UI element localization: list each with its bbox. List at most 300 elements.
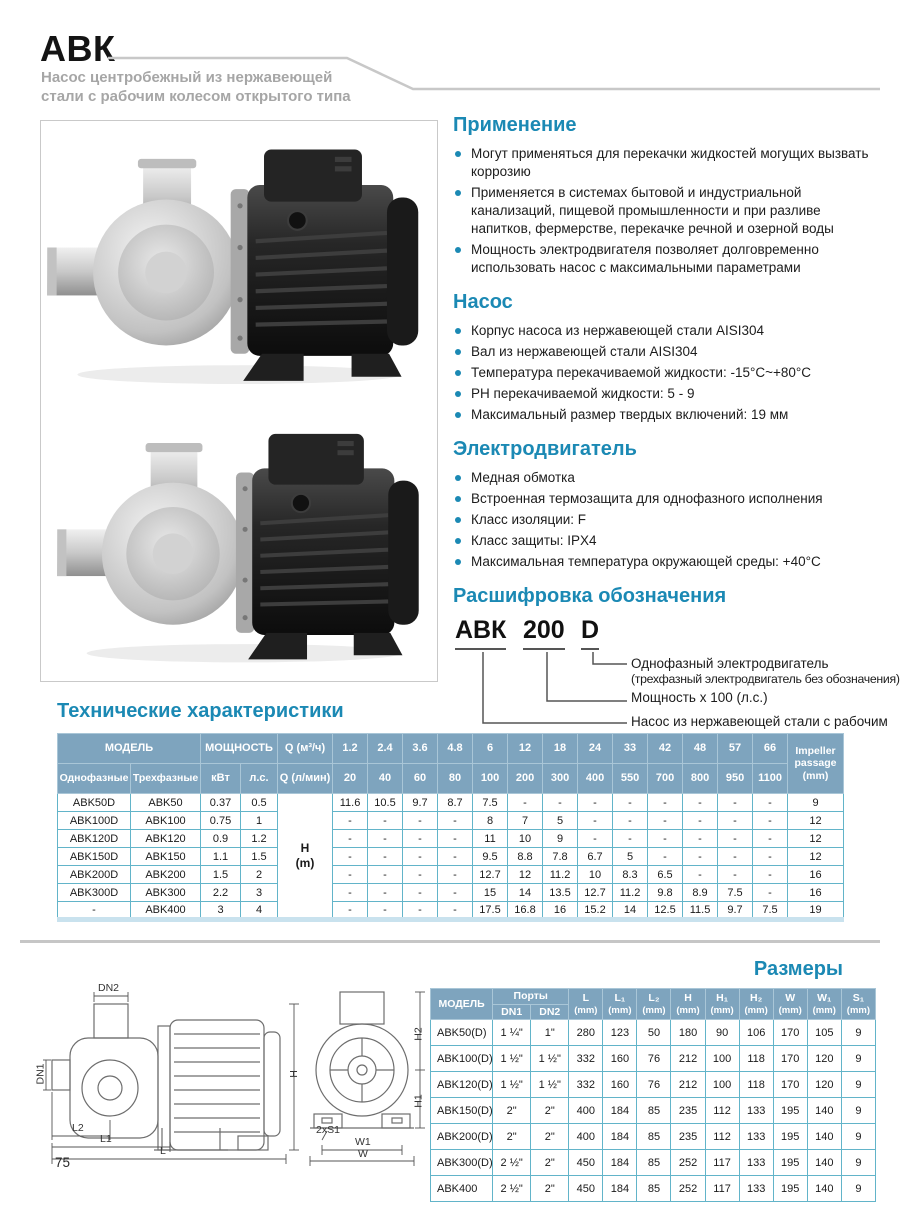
motor-bullet-list (453, 469, 883, 571)
dims-cell: 9 (841, 1176, 875, 1202)
dims-table (430, 988, 876, 1202)
bullet-item (453, 511, 883, 529)
dims-header-dn1: DN1 (493, 1004, 531, 1020)
bullet-item (453, 385, 883, 403)
dim-label-w: W (358, 1148, 368, 1160)
bullet-text: Вал из нержавеющей стали AISI304 (471, 344, 698, 359)
tech-cell: - (578, 794, 613, 812)
tech-cell: - (718, 794, 753, 812)
dims-cell: 140 (807, 1098, 841, 1124)
tech-cell: - (648, 848, 683, 866)
dims-header-dim-line: H₂ (750, 992, 763, 1005)
tech-cell: 7.5 (753, 902, 788, 920)
tech-cell: - (683, 848, 718, 866)
tech-cell: ABK200 (131, 866, 201, 884)
tech-cell: 12 (788, 848, 844, 866)
dims-cell: 332 (569, 1046, 603, 1072)
tech-cell: 4 (241, 902, 278, 920)
tech-cell: ABK150 (131, 848, 201, 866)
bullet-icon (455, 559, 461, 565)
tech-cell: - (333, 848, 368, 866)
tech-header-flow-m3: 57 (718, 734, 753, 764)
dims-cell: 9 (841, 1072, 875, 1098)
dims-header-dim-line: L₁ (614, 992, 626, 1005)
dims-cell: 112 (705, 1098, 739, 1124)
tech-cell: 9.7 (718, 902, 753, 920)
dims-cell: 112 (705, 1124, 739, 1150)
bullet-item (453, 241, 883, 277)
dims-cell: 1 ½" (493, 1046, 531, 1072)
info-column (453, 114, 900, 758)
tech-header-single-phase: Однофазные (58, 764, 131, 794)
bullet-text: Класс защиты: IPX4 (471, 533, 597, 548)
tech-table-row (58, 884, 844, 902)
dims-cell: 280 (569, 1020, 603, 1046)
tech-header-flow-m3: 33 (613, 734, 648, 764)
tech-header-flow-lmin: 400 (578, 764, 613, 794)
dims-cell: 2 ½" (493, 1150, 531, 1176)
dims-title: Размеры (753, 958, 843, 980)
tech-cell: ABK120D (58, 830, 131, 848)
dim-label-w1: W1 (355, 1136, 371, 1148)
tech-cell: 8.8 (508, 848, 543, 866)
dims-header-dim-line: (mm) (676, 1004, 700, 1016)
tech-table-wrap (57, 733, 844, 922)
tech-cell: 6.5 (648, 866, 683, 884)
dim-label-2xs1: 2xS1 (316, 1124, 340, 1136)
dims-cell: 2" (531, 1098, 569, 1124)
tech-cell: - (438, 848, 473, 866)
dim-label-dn2: DN2 (98, 982, 120, 994)
tech-cell: 0.9 (201, 830, 241, 848)
tech-cell: - (753, 812, 788, 830)
tech-cell: 8.9 (683, 884, 718, 902)
dims-cell: 2" (493, 1098, 531, 1124)
dims-header-dim (603, 989, 637, 1020)
tech-cell: 1.2 (241, 830, 278, 848)
bullet-icon (455, 538, 461, 544)
dims-cell: 184 (603, 1176, 637, 1202)
dims-header-dim-line: (mm) (744, 1004, 768, 1016)
pump-photo-2 (41, 399, 437, 679)
section-divider (20, 940, 880, 943)
tech-cell: - (438, 812, 473, 830)
bullet-icon (455, 190, 461, 196)
dims-cell: 133 (739, 1124, 773, 1150)
tech-cell: 7 (508, 812, 543, 830)
dims-header-dim-line: W₁ (817, 992, 832, 1005)
dims-table-row (431, 1150, 876, 1176)
tech-cell: - (438, 830, 473, 848)
dims-cell: 2" (531, 1150, 569, 1176)
bullet-icon (455, 349, 461, 355)
tech-cell: 11.2 (613, 884, 648, 902)
dims-header-dim-line: (mm) (812, 1004, 836, 1016)
tech-cell: 3 (241, 884, 278, 902)
tech-header-flow-m3: 4.8 (438, 734, 473, 764)
tech-header-flow-lmin: 700 (648, 764, 683, 794)
dims-cell: 133 (739, 1098, 773, 1124)
dim-label-l: L (160, 1145, 166, 1157)
tech-cell: 1.1 (201, 848, 241, 866)
bullet-item (453, 364, 883, 382)
tech-cell: 6.7 (578, 848, 613, 866)
section-title-application: Применение (453, 114, 577, 136)
bullet-item (453, 532, 883, 550)
dims-cell: 85 (637, 1150, 671, 1176)
page-number: 75 (55, 1155, 71, 1170)
bullet-text: Максимальная температура окружающей среды: +40°C (471, 554, 821, 569)
tech-table-row (58, 830, 844, 848)
tech-cell: ABK100 (131, 812, 201, 830)
tech-table-row (58, 866, 844, 884)
tech-cell: 17.5 (473, 902, 508, 920)
dims-model-cell: ABK120(D) (431, 1072, 493, 1098)
dims-table-row (431, 1176, 876, 1202)
tech-header-flow-lmin: 80 (438, 764, 473, 794)
tech-cell: - (508, 794, 543, 812)
tech-cell: ABK50D (58, 794, 131, 812)
tech-cell: 16 (788, 866, 844, 884)
tech-cell: - (333, 902, 368, 920)
tech-cell: - (578, 812, 613, 830)
bullet-icon (455, 517, 461, 523)
tech-cell: - (683, 866, 718, 884)
dims-cell: 9 (841, 1150, 875, 1176)
dims-header-dim (637, 989, 671, 1020)
tech-cell: 11.6 (333, 794, 368, 812)
dims-cell: 1" (531, 1020, 569, 1046)
tech-header-flow-lmin: 200 (508, 764, 543, 794)
bullet-text: Мощность электродвигателя позволяет долговременно использовать насос с максимальными параметрами (471, 242, 819, 275)
tech-cell: - (403, 812, 438, 830)
tech-cell: 11.2 (543, 866, 578, 884)
dims-cell: 195 (773, 1124, 807, 1150)
dims-cell: 140 (807, 1150, 841, 1176)
tech-table-row (58, 794, 844, 812)
tech-cell: 3 (201, 902, 241, 920)
tech-cell: 9.7 (403, 794, 438, 812)
dims-cell: 195 (773, 1150, 807, 1176)
tech-cell: - (438, 884, 473, 902)
tech-table-row (58, 902, 844, 920)
tech-cell: 2 (241, 866, 278, 884)
bullet-icon (455, 412, 461, 418)
tech-cell: - (58, 902, 131, 920)
tech-cell: 11 (473, 830, 508, 848)
dims-cell: 1 ½" (531, 1046, 569, 1072)
dims-cell: 90 (705, 1020, 739, 1046)
tech-cell: 11.5 (683, 902, 718, 920)
tech-cell: 0.75 (201, 812, 241, 830)
tech-table-row (58, 848, 844, 866)
pump-side-view-drawing (42, 988, 304, 1166)
designation-label-single-phase-note: (трехфазный электродвигатель без обозначения) (631, 672, 900, 686)
dims-cell: 50 (637, 1020, 671, 1046)
dims-cell: 85 (637, 1176, 671, 1202)
tech-cell: 14 (508, 884, 543, 902)
tech-header-flow-m3: 66 (753, 734, 788, 764)
bullet-text: Могут применяться для перекачки жидкостей могущих вызвать коррозию (471, 146, 869, 179)
page-title: АВК (40, 28, 116, 69)
bullet-icon (455, 247, 461, 253)
dims-cell: 450 (569, 1176, 603, 1202)
dims-header-dim (807, 989, 841, 1020)
dims-header-dim-line: (mm) (846, 1004, 871, 1016)
tech-cell: 9 (543, 830, 578, 848)
bullet-item (453, 184, 883, 238)
tech-cell: - (368, 902, 403, 920)
tech-cell: - (613, 794, 648, 812)
bullet-icon (455, 151, 461, 157)
tech-cell: 5 (543, 812, 578, 830)
bullet-text: Температура перекачиваемой жидкости: -15°C~+80°C (471, 365, 812, 380)
dims-header-dim-line: L₂ (648, 992, 660, 1005)
tech-header-flow-m3: 12 (508, 734, 543, 764)
tech-header-three-phase: Трехфазные (131, 764, 201, 794)
dim-label-l2: L2 (72, 1122, 84, 1134)
bullet-text: Корпус насоса из нержавеющей стали AISI304 (471, 323, 765, 338)
dims-cell: 160 (603, 1046, 637, 1072)
tech-table-title: Технические характеристики (57, 700, 344, 722)
dims-cell: 140 (807, 1124, 841, 1150)
dims-model-cell: ABK100(D) (431, 1046, 493, 1072)
bullet-icon (455, 328, 461, 334)
bullet-text: PH перекачиваемой жидкости: 5 - 9 (471, 386, 695, 401)
dims-cell: 400 (569, 1098, 603, 1124)
dim-label-h2: H2 (412, 1027, 425, 1041)
dims-cell: 117 (705, 1150, 739, 1176)
tech-cell: 16 (788, 884, 844, 902)
tech-cell: ABK300 (131, 884, 201, 902)
tech-cell: 1 (241, 812, 278, 830)
dims-cell: 105 (807, 1020, 841, 1046)
dims-cell: 450 (569, 1150, 603, 1176)
dims-header-dim (841, 989, 875, 1020)
tech-cell: - (438, 902, 473, 920)
tech-header-flow-lmin: 60 (403, 764, 438, 794)
dims-cell: 123 (603, 1020, 637, 1046)
dims-cell: 170 (773, 1046, 807, 1072)
pump-bullet-list (453, 322, 883, 424)
tech-cell: 15.2 (578, 902, 613, 920)
section-title-pump: Насос (453, 291, 513, 313)
dims-cell: 120 (807, 1046, 841, 1072)
tech-cell: - (613, 812, 648, 830)
bullet-text: Класс изоляции: F (471, 512, 587, 527)
tech-header-flow-lmin: 800 (683, 764, 718, 794)
tech-cell: - (753, 866, 788, 884)
tech-cell: - (333, 866, 368, 884)
tech-cell: - (613, 830, 648, 848)
tech-cell: - (648, 812, 683, 830)
tech-cell: - (648, 830, 683, 848)
bullet-item (453, 490, 883, 508)
tech-header-flow-m3: 18 (543, 734, 578, 764)
tech-header-flow-m3: 48 (683, 734, 718, 764)
tech-header-power: МОЩНОСТЬ (201, 734, 278, 764)
tech-cell: - (753, 794, 788, 812)
dims-cell: 9 (841, 1046, 875, 1072)
dims-header-dim (671, 989, 705, 1020)
dims-header-dim-line: (mm) (642, 1004, 666, 1016)
header-decor-line (0, 0, 900, 110)
tech-cell: - (718, 848, 753, 866)
tech-cell: 19 (788, 902, 844, 920)
bullet-item (453, 553, 883, 571)
dims-cell: 1 ¼" (493, 1020, 531, 1046)
tech-header-flow-m3: 24 (578, 734, 613, 764)
tech-header-kw: кВт (201, 764, 241, 794)
dims-header-dim (705, 989, 739, 1020)
dim-label-l1: L1 (100, 1133, 112, 1145)
section-title-motor: Электродвигатель (453, 438, 637, 460)
tech-cell: 9.5 (473, 848, 508, 866)
tech-cell: - (578, 830, 613, 848)
bullet-item (453, 145, 883, 181)
tech-cell: - (368, 848, 403, 866)
dims-header-dim-line: H (684, 992, 692, 1005)
tech-cell: - (753, 884, 788, 902)
tech-cell: - (683, 794, 718, 812)
dims-cell: 9 (841, 1098, 875, 1124)
dims-header-dim-line: (mm) (574, 1004, 598, 1016)
dims-cell: 140 (807, 1176, 841, 1202)
tech-cell: - (403, 866, 438, 884)
dims-header-dim-line: S₁ (852, 992, 865, 1005)
tech-header-flow-lmin: 950 (718, 764, 753, 794)
dims-cell: 100 (705, 1046, 739, 1072)
dims-cell: 252 (671, 1150, 705, 1176)
designation-label-pump-type: Насос из нержавеющей стали с рабочим (631, 714, 888, 729)
page-subtitle-line2: стали с рабочим колесом открытого типа (41, 88, 351, 105)
dims-header-model: МОДЕЛЬ (431, 989, 493, 1020)
tech-table (57, 733, 844, 922)
dims-table-row (431, 1046, 876, 1072)
dims-cell: 235 (671, 1098, 705, 1124)
tech-header-flow-lmin: 40 (368, 764, 403, 794)
dims-cell: 170 (773, 1072, 807, 1098)
tech-cell: ABK150D (58, 848, 131, 866)
tech-cell: 12.5 (648, 902, 683, 920)
dims-cell: 180 (671, 1020, 705, 1046)
tech-cell: - (333, 884, 368, 902)
tech-cell: - (683, 812, 718, 830)
pump-photo-1 (41, 121, 437, 399)
tech-cell: 10 (508, 830, 543, 848)
tech-cell: - (753, 830, 788, 848)
dims-header-dim (739, 989, 773, 1020)
tech-cell: 14 (613, 902, 648, 920)
dims-header-dim-line: (mm) (608, 1004, 632, 1016)
tech-cell: 0.5 (241, 794, 278, 812)
dims-header-dim-line: (mm) (778, 1004, 802, 1016)
dims-table-row (431, 1098, 876, 1124)
dims-cell: 332 (569, 1072, 603, 1098)
tech-cell: 12 (788, 812, 844, 830)
dims-model-cell: ABK50(D) (431, 1020, 493, 1046)
tech-cell: - (333, 812, 368, 830)
tech-cell: 9 (788, 794, 844, 812)
bullet-item (453, 343, 883, 361)
tech-cell: ABK50 (131, 794, 201, 812)
dims-cell: 76 (637, 1072, 671, 1098)
dims-cell: 195 (773, 1098, 807, 1124)
tech-cell: 7.8 (543, 848, 578, 866)
tech-cell: - (718, 812, 753, 830)
tech-cell: 12.7 (578, 884, 613, 902)
tech-header-q-m3: Q (м³/ч) (278, 734, 333, 764)
dims-cell: 400 (569, 1124, 603, 1150)
bullet-text: Максимальный размер твердых включений: 19 мм (471, 407, 789, 422)
bullet-text: Встроенная термозащита для однофазного исполнения (471, 491, 823, 506)
dims-cell: 212 (671, 1072, 705, 1098)
dims-cell: 76 (637, 1046, 671, 1072)
dims-cell: 170 (773, 1020, 807, 1046)
tech-cell: 9.8 (648, 884, 683, 902)
tech-header-flow-lmin: 300 (543, 764, 578, 794)
dims-cell: 184 (603, 1098, 637, 1124)
tech-cell: - (403, 848, 438, 866)
tech-cell: - (368, 866, 403, 884)
tech-cell: 8.3 (613, 866, 648, 884)
dims-cell: 133 (739, 1176, 773, 1202)
tech-h-unit-cell (278, 794, 333, 920)
product-photo-box (40, 120, 438, 682)
dims-model-cell: ABK300(D) (431, 1150, 493, 1176)
tech-cell: 8.7 (438, 794, 473, 812)
tech-cell: 5 (613, 848, 648, 866)
tech-cell: - (683, 830, 718, 848)
designation-label-single-phase: Однофазный электродвигатель (631, 656, 829, 671)
dims-header-dn2: DN2 (531, 1004, 569, 1020)
tech-cell: ABK100D (58, 812, 131, 830)
bullet-item (453, 322, 883, 340)
dims-header-ports: Порты (493, 989, 569, 1005)
tech-table-row (58, 812, 844, 830)
tech-h-unit-line: (m) (295, 855, 315, 870)
dims-cell: 117 (705, 1176, 739, 1202)
dims-cell: 85 (637, 1098, 671, 1124)
dims-model-cell: ABK400 (431, 1176, 493, 1202)
dims-header-dim-line: W (785, 992, 796, 1005)
tech-cell: 0.37 (201, 794, 241, 812)
dims-table-row (431, 1020, 876, 1046)
tech-cell: 8 (473, 812, 508, 830)
tech-cell: 1.5 (241, 848, 278, 866)
dims-table-row (431, 1072, 876, 1098)
designation-code-d: D (581, 616, 599, 650)
tech-cell: 7.5 (718, 884, 753, 902)
tech-cell: 16 (543, 902, 578, 920)
dims-table-wrap (430, 988, 876, 1202)
tech-cell: - (368, 830, 403, 848)
tech-cell: 2.2 (201, 884, 241, 902)
dims-header-dim-line: L (582, 992, 590, 1005)
tech-cell: - (543, 794, 578, 812)
dims-cell: 85 (637, 1124, 671, 1150)
tech-header-flow-lmin: 1100 (753, 764, 788, 794)
dim-label-dn1: DN1 (34, 1063, 47, 1085)
tech-header-model: МОДЕЛЬ (58, 734, 201, 764)
tech-cell: ABK300D (58, 884, 131, 902)
tech-cell: - (403, 830, 438, 848)
bullet-icon (455, 391, 461, 397)
tech-cell: - (403, 902, 438, 920)
dims-cell: 1 ½" (493, 1072, 531, 1098)
tech-h-unit-line: H (300, 840, 310, 855)
tech-cell: ABK120 (131, 830, 201, 848)
